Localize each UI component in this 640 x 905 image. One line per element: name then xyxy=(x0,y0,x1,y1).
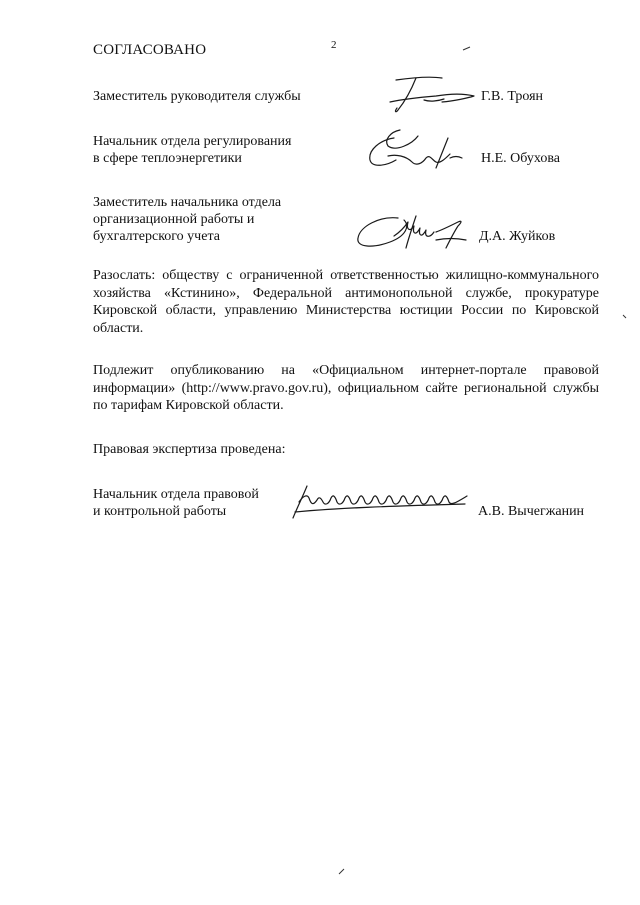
approver-3-name: Д.А. Жуйков xyxy=(479,229,556,244)
approver-3-title-line-1: Заместитель начальника отдела xyxy=(93,195,282,210)
legal-signatory-name: А.В. Вычегжанин xyxy=(478,504,585,519)
legal-signatory-title-line-2: и контрольной работы xyxy=(93,504,227,519)
approver-2-title-line-1: Начальник отдела регулирования xyxy=(93,134,292,149)
signature-obukhova xyxy=(360,124,470,176)
publication-paragraph: Подлежит опубликованию на «Официальном интернет-портале правовой информации» (http://www.pravo.gov.ru), официальном сайте региональной службы по тарифам Кировской области. xyxy=(93,363,599,413)
approval-heading: СОГЛАСОВАНО xyxy=(93,42,207,58)
approver-3-title-line-3: бухгалтерского учета xyxy=(93,229,220,244)
approver-2-title-line-2: в сфере теплоэнергетики xyxy=(93,151,242,166)
approver-1-title-line-1: Заместитель руководителя службы xyxy=(93,89,301,104)
signature-vychegzhanin xyxy=(285,482,477,522)
page-number: 2 xyxy=(331,39,337,51)
distribution-paragraph: Разослать: обществу с ограниченной ответственностью жилищно-коммунального хозяйства «Кстинино», Федеральной антимонопольной службе, прокуратуре Кировской области, управлению Министерства юстиции России по Кировской области. xyxy=(93,268,599,336)
approver-3-title-line-2: организационной работы и xyxy=(93,212,255,227)
legal-signatory-title-line-1: Начальник отдела правовой xyxy=(93,487,259,502)
scan-mark xyxy=(338,868,346,876)
scan-mark xyxy=(622,314,628,320)
scan-mark xyxy=(462,46,472,52)
legal-review-label: Правовая экспертиза проведена: xyxy=(93,442,286,457)
signature-zhuykov xyxy=(350,208,475,254)
approver-2-name: Н.Е. Обухова xyxy=(481,151,560,166)
approver-1-name: Г.В. Троян xyxy=(481,89,544,104)
signature-troyan xyxy=(380,72,480,117)
